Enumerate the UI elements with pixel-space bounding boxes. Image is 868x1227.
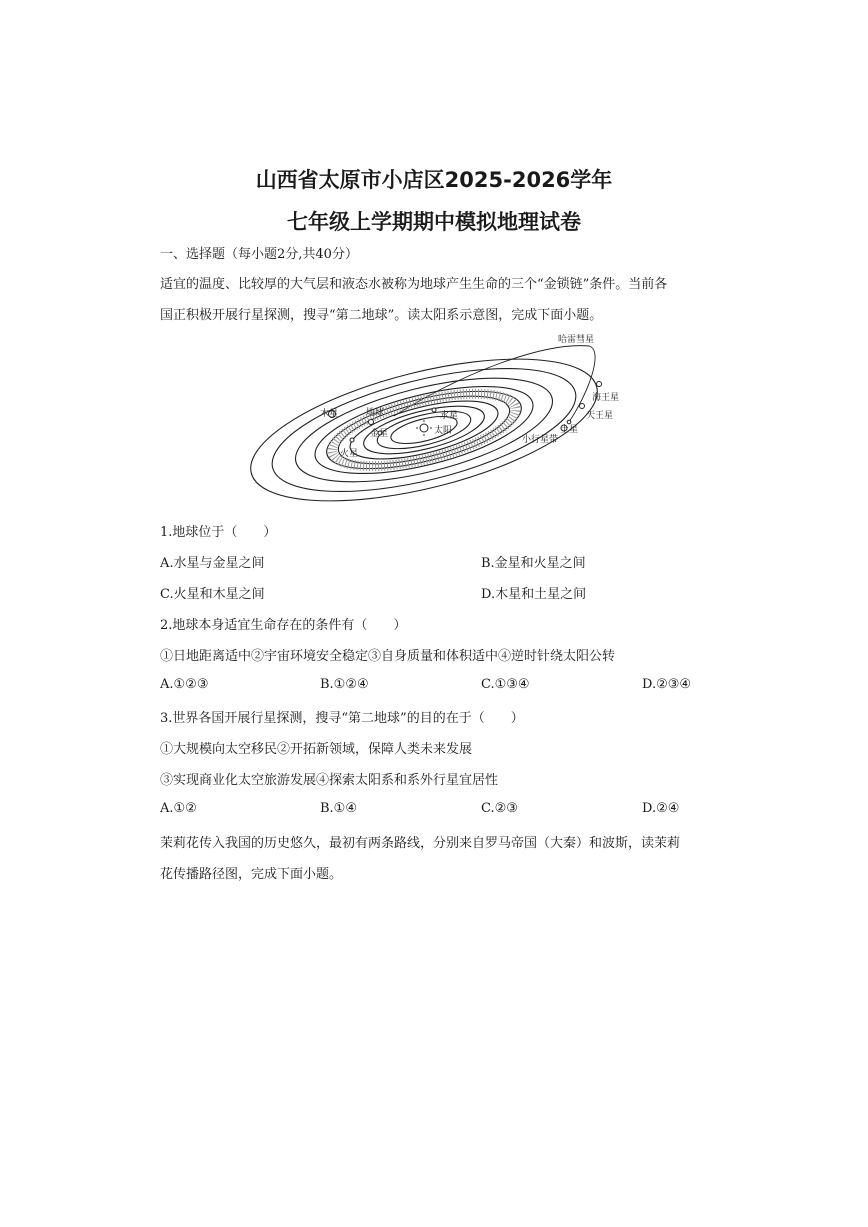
q1-option-b[interactable]: B.金星和火星之间 [481, 556, 586, 571]
q2-option-b[interactable]: B.①②④ [320, 677, 369, 692]
q2-option-c[interactable]: C.①③④ [481, 677, 530, 692]
label-venus: 金星 [370, 429, 389, 439]
label-neptune: 海王星 [592, 393, 620, 403]
label-jupiter: 木星 [320, 409, 339, 419]
q3-statement-1: ①大规模向太空移民②开拓新领域，保障人类未来发展 [160, 742, 473, 757]
q3-option-d[interactable]: D.②④ [642, 801, 680, 816]
q3-option-c[interactable]: C.②③ [481, 801, 518, 816]
title-line-1: 山西省太原市小店区2025-2026学年 [255, 168, 613, 192]
q2-stem: 2.地球本身适宜生命存在的条件有（ ） [160, 618, 407, 633]
q1-option-d[interactable]: D.木星和土星之间 [481, 587, 587, 602]
label-earth: 地球 [366, 408, 385, 418]
label-mars: 火星 [340, 449, 359, 459]
label-saturn: 土星 [560, 425, 579, 435]
sun-icon [416, 420, 432, 436]
q3-option-a[interactable]: A.①② [160, 801, 197, 816]
intro1-line2: 国正积极开展行星探测，搜寻“第二地球”。读太阳系示意图，完成下面小题。 [160, 308, 603, 323]
q3-option-b[interactable]: B.①④ [320, 801, 357, 816]
comet-dot [567, 420, 571, 424]
q1-option-a[interactable]: A.水星与金星之间 [160, 556, 265, 571]
earth-dot [369, 420, 374, 425]
q2-option-a[interactable]: A.①②③ [160, 677, 209, 692]
q3-statement-2: ③实现商业化太空旅游发展④探索太阳系和系外行星宜居性 [160, 773, 499, 788]
label-uranus: 天王星 [586, 411, 614, 421]
intro1-line1: 适宜的温度、比较厚的大气层和液态水被称为地球产生生命的三个“金锁链”条件。当前各 [160, 277, 668, 292]
solar-system-diagram [244, 332, 624, 512]
intro2-line2: 花传播路径图，完成下面小题。 [160, 867, 343, 882]
label-mercury: 水星 [440, 411, 459, 421]
label-sun: 太阳 [434, 426, 453, 436]
q2-statement: ①日地距离适中②宇宙环境安全稳定③自身质量和体积适中④逆时针绕太阳公转 [160, 649, 616, 664]
uranus-dot [580, 404, 585, 409]
orbit-neptune [244, 332, 614, 512]
section-header: 一、选择题（每小题2分,共40分） [160, 247, 358, 262]
q1-option-c[interactable]: C.火星和木星之间 [160, 587, 265, 602]
label-comet: 哈雷彗星 [558, 335, 595, 345]
q2-option-d[interactable]: D.②③④ [642, 677, 692, 692]
q3-stem: 3.世界各国开展行星探测，搜寻“第二地球”的目的在于（ ） [160, 711, 524, 726]
mercury-dot [432, 408, 436, 412]
title-line-2: 七年级上学期期中模拟地理试卷 [287, 210, 581, 234]
q1-stem: 1.地球位于（ ） [160, 525, 277, 540]
neptune-dot [597, 382, 602, 387]
mars-dot [350, 438, 354, 442]
label-asteroid-belt: 小行星带 [522, 435, 559, 445]
intro2-line1: 茉莉花传入我国的历史悠久，最初有两条路线，分别来自罗马帝国（大秦）和波斯，读茉莉 [160, 836, 681, 851]
